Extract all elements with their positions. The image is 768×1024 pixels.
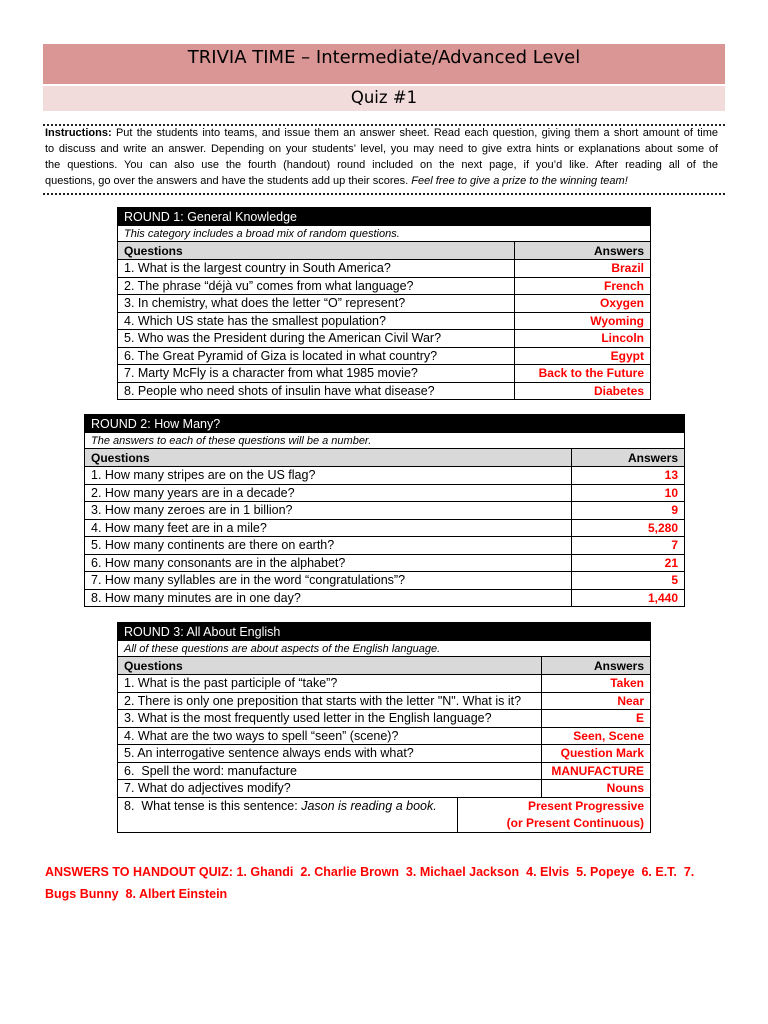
round-title-row xyxy=(118,623,650,640)
question-text: 1. What is the past participle of “take”? xyxy=(118,675,542,692)
questions-column-header: Questions xyxy=(118,242,515,259)
question-row xyxy=(85,536,684,554)
question-row xyxy=(85,484,684,502)
question-row xyxy=(118,294,650,312)
answer-text: Seen, Scene xyxy=(573,728,644,743)
question-row xyxy=(85,501,684,519)
answer-text: Egypt xyxy=(610,348,644,363)
quiz-number: Quiz #1 xyxy=(350,88,418,107)
instructions-line xyxy=(45,173,718,189)
question-row xyxy=(85,519,684,537)
handout-label: ANSWERS TO HANDOUT QUIZ: xyxy=(45,865,233,879)
answer-text: 21 xyxy=(664,555,678,570)
title-banner xyxy=(43,44,725,84)
answer-text: Near xyxy=(617,693,644,708)
question-text: 6. Spell the word: manufacture xyxy=(118,763,542,780)
round-title: ROUND 3: All About English xyxy=(124,624,281,639)
answer-text: E xyxy=(635,711,644,726)
column-header-row xyxy=(85,448,684,466)
answer-text: Diabetes xyxy=(593,383,644,398)
question-row xyxy=(85,466,684,484)
instructions-text: to discuss and write an answer. Depending on your students’ level, you may need to give extra hints or explanations about some of xyxy=(45,143,718,155)
question-text xyxy=(118,798,458,832)
question-text: 3. How many zeroes are in 1 billion? xyxy=(85,502,572,519)
question-text: 7. How many syllables are in the word “congratulations”? xyxy=(85,572,572,589)
question-text: 5. An interrogative sentence always ends with what? xyxy=(118,745,542,762)
subtitle-banner xyxy=(43,86,725,111)
round-title: ROUND 2: How Many? xyxy=(91,416,221,431)
round-description: All of these questions are about aspects of the English language. xyxy=(124,642,441,655)
answer-text: 5,280 xyxy=(647,520,678,535)
question-text: 5. Who was the President during the American Civil War? xyxy=(118,330,515,347)
question-row xyxy=(118,692,650,710)
questions-column-header: Questions xyxy=(85,449,572,466)
answer-text: 7 xyxy=(671,538,678,553)
answer-text: MANUFACTURE xyxy=(551,763,644,778)
answer-text: 10 xyxy=(664,485,678,500)
answer-text: Wyoming xyxy=(590,313,644,328)
round-description: The answers to each of these questions will be a number. xyxy=(91,434,372,447)
instructions-line xyxy=(45,157,718,173)
instructions-text: questions, go over the answers and have the students add up their scores. xyxy=(45,175,409,187)
instructions-text: Put the students into teams, and issue them an answer sheet. Read each question, giving them a short amount of time xyxy=(115,127,718,139)
answer-line-2: (or Present Continuous) xyxy=(506,816,644,830)
answer-text: 5 xyxy=(671,573,678,588)
questions-column-header: Questions xyxy=(118,657,542,674)
answer-text: Brazil xyxy=(611,261,644,276)
answer-text: 13 xyxy=(664,468,678,483)
question-text: 1. What is the largest country in South America? xyxy=(118,260,515,277)
instructions-closing: Feel free to give a prize to the winning team! xyxy=(411,175,628,187)
question-row xyxy=(118,744,650,762)
question-text: 1. How many stripes are on the US flag? xyxy=(85,467,572,484)
answer-text xyxy=(458,798,650,832)
question-prefix: 8. What tense is this sentence: xyxy=(124,798,298,813)
answer-text: Question Mark xyxy=(560,746,644,761)
question-row xyxy=(118,382,650,400)
question-row xyxy=(85,589,684,607)
question-text: 5. How many continents are there on earth? xyxy=(85,537,572,554)
dotted-divider-bottom xyxy=(43,193,725,195)
question-text: 3. In chemistry, what does the letter “O” represent? xyxy=(118,295,515,312)
round-3-table xyxy=(117,622,651,833)
question-row xyxy=(118,347,650,365)
question-row xyxy=(118,797,650,832)
question-row xyxy=(118,329,650,347)
question-row xyxy=(118,312,650,330)
instructions xyxy=(45,125,718,189)
example-sentence: Jason is reading a book. xyxy=(301,798,437,813)
instructions-line xyxy=(45,141,718,157)
round-description: This category includes a broad mix of random questions. xyxy=(124,227,400,240)
answer-line-1: Present Progressive xyxy=(527,798,644,813)
round-title-row xyxy=(85,415,684,432)
question-row xyxy=(118,364,650,382)
column-header-row xyxy=(118,241,650,259)
answer-text: Lincoln xyxy=(601,331,644,346)
question-text: 4. How many feet are in a mile? xyxy=(85,520,572,537)
answer-text: 1,440 xyxy=(647,590,678,605)
question-text: 8. People who need shots of insulin have what disease? xyxy=(118,383,515,400)
answer-text: Oxygen xyxy=(599,296,644,311)
question-text: 2. How many years are in a decade? xyxy=(85,485,572,502)
round-title-row xyxy=(118,208,650,225)
instructions-text: the questions. You can also use the fourth (handout) round included on the next page, if you’d like. After reading all of the xyxy=(45,159,718,171)
round-2-table xyxy=(84,414,685,607)
question-row xyxy=(118,727,650,745)
answer-text: Back to the Future xyxy=(538,366,644,381)
question-row xyxy=(85,571,684,589)
round-title: ROUND 1: General Knowledge xyxy=(124,209,297,224)
question-inline xyxy=(124,798,437,816)
question-text: 2. The phrase “déjà vu” comes from what language? xyxy=(118,278,515,295)
answer-text: Taken xyxy=(610,676,644,691)
answer-text: French xyxy=(603,278,644,293)
answers-column-header: Answers xyxy=(593,243,644,258)
question-row xyxy=(118,277,650,295)
column-header-row xyxy=(118,656,650,674)
question-row xyxy=(118,762,650,780)
answer-text: Nouns xyxy=(606,781,644,796)
question-row xyxy=(118,674,650,692)
question-text: 4. Which US state has the smallest population? xyxy=(118,313,515,330)
answers-column-header: Answers xyxy=(627,450,678,465)
round-description-row xyxy=(85,432,684,448)
question-row xyxy=(118,709,650,727)
question-text: 7. What do adjectives modify? xyxy=(118,780,542,797)
question-text: 6. The Great Pyramid of Giza is located in what country? xyxy=(118,348,515,365)
question-row xyxy=(85,554,684,572)
answer-text: 9 xyxy=(671,503,678,518)
answers-column-header: Answers xyxy=(593,658,644,673)
question-text: 3. What is the most frequently used letter in the English language? xyxy=(118,710,542,727)
page-title: TRIVIA TIME – Intermediate/Advanced Level xyxy=(187,47,581,68)
question-text: 8. How many minutes are in one day? xyxy=(85,590,572,607)
question-text: 2. There is only one preposition that starts with the letter "N". What is it? xyxy=(118,693,542,710)
question-row xyxy=(118,259,650,277)
round-1-table xyxy=(117,207,651,400)
handout-answers xyxy=(45,861,725,905)
instructions-line xyxy=(45,125,718,141)
question-text: 4. What are the two ways to spell “seen” (scene)? xyxy=(118,728,542,745)
question-text: 6. How many consonants are in the alphabet? xyxy=(85,555,572,572)
round-description-row xyxy=(118,225,650,241)
round-description-row xyxy=(118,640,650,656)
handout-answer-list: 1. Ghandi 2. Charlie Brown 3. Michael Jackson 4. Elvis 5. Popeye 6. E.T. 7. Bugs Bunny 8. Albert Einstein xyxy=(45,865,698,901)
instructions-label: Instructions: xyxy=(45,127,112,139)
question-text: 7. Marty McFly is a character from what 1985 movie? xyxy=(118,365,515,382)
question-row xyxy=(118,779,650,797)
